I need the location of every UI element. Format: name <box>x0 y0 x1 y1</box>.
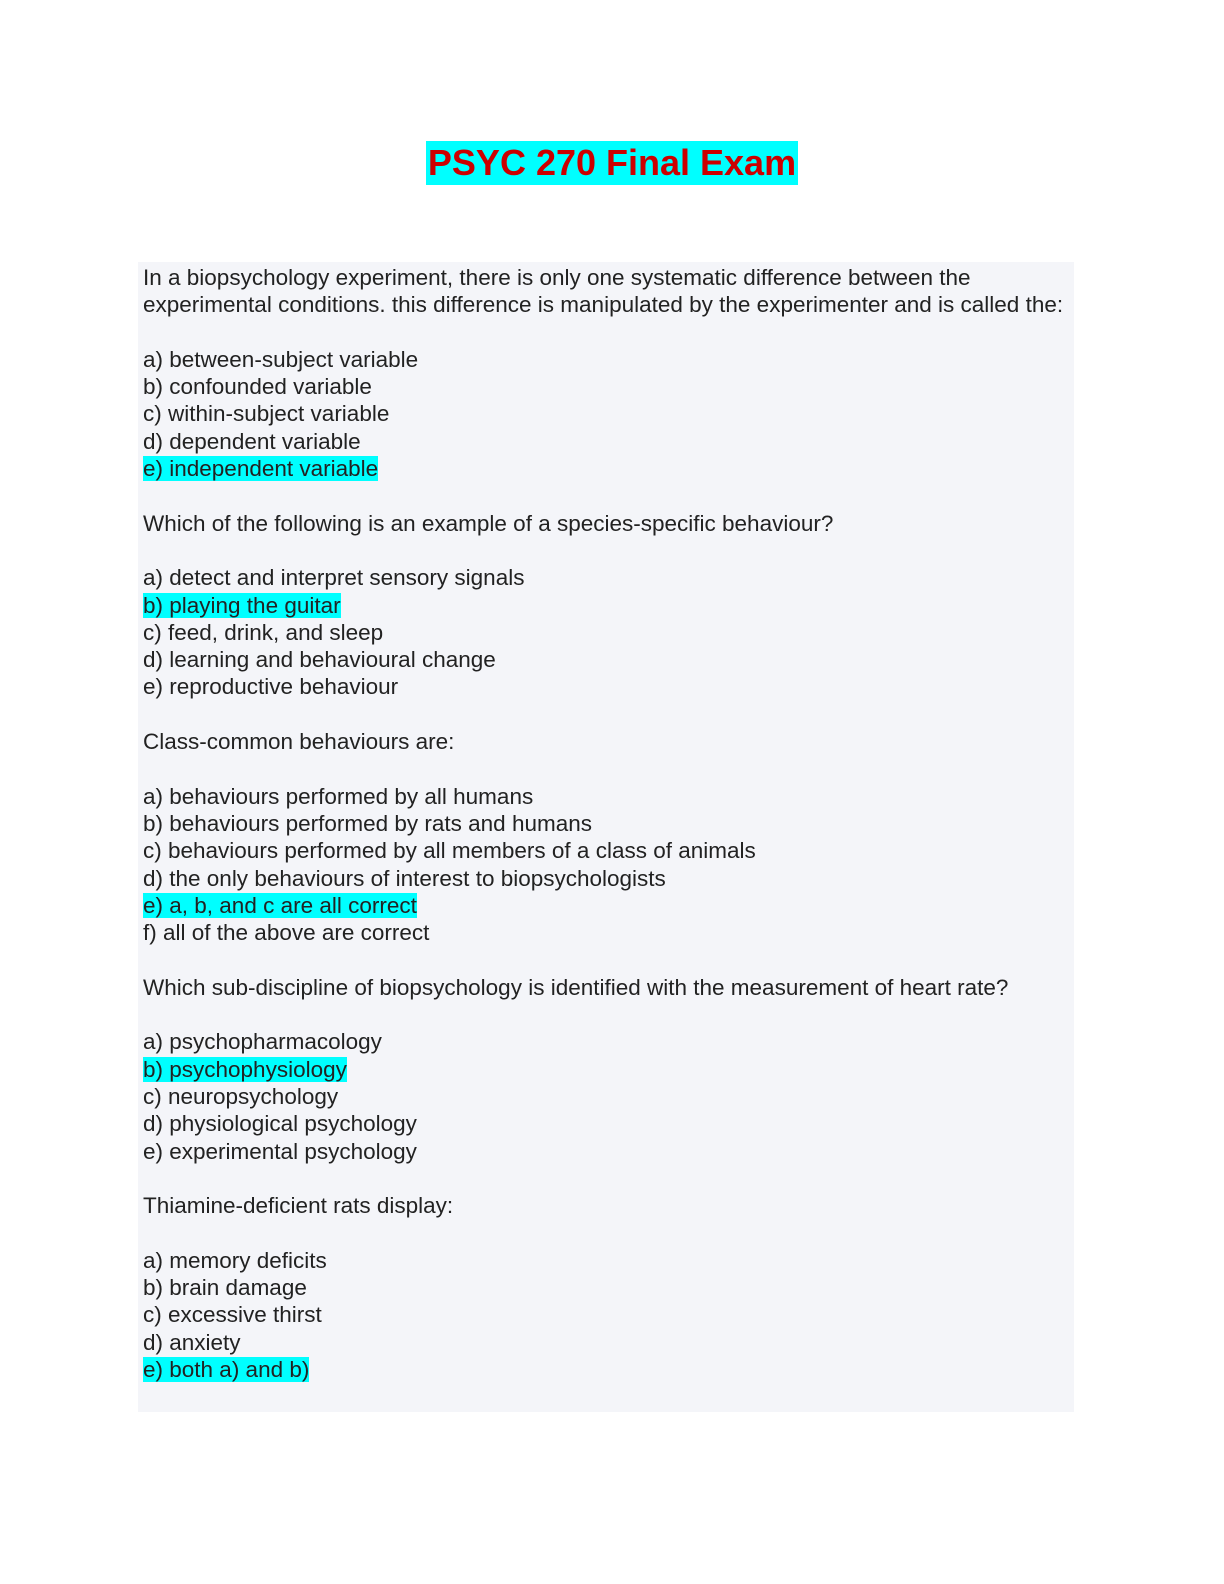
answer-option-label: a) memory deficits <box>143 1247 327 1273</box>
answer-option-highlighted <box>143 1056 1071 1083</box>
answer-option <box>143 1083 1071 1110</box>
answer-option-label: a) psychopharmacology <box>143 1029 382 1055</box>
answer-option <box>143 1110 1071 1137</box>
answer-option <box>143 810 1071 837</box>
answer-option <box>143 783 1071 810</box>
question-text: Class-common behaviours are: <box>143 729 455 755</box>
answer-option-label: d) learning and behavioural change <box>143 647 496 673</box>
answer-option-label: c) excessive thirst <box>143 1302 322 1328</box>
answer-option-label: b) playing the guitar <box>143 592 341 618</box>
answer-option-highlighted <box>143 455 1071 482</box>
answer-option <box>143 564 1071 591</box>
answer-option-label: a) behaviours performed by all humans <box>143 783 534 809</box>
answer-option-label: d) the only behaviours of interest to biopsychologists <box>143 865 666 891</box>
answer-option <box>143 619 1071 646</box>
answer-option-label: d) physiological psychology <box>143 1111 417 1137</box>
question-text: Which of the following is an example of a species-specific behaviour? <box>143 510 834 536</box>
answer-option-label: b) psychophysiology <box>143 1056 347 1082</box>
answer-option <box>143 400 1071 427</box>
answer-option-label: c) behaviours performed by all members of a class of animals <box>143 838 756 864</box>
answer-options <box>143 346 1071 482</box>
answer-option-highlighted <box>143 592 1071 619</box>
answer-option <box>143 373 1071 400</box>
answer-option-label: b) brain damage <box>143 1274 307 1300</box>
answer-option <box>143 1274 1071 1301</box>
exam-content-block <box>138 262 1074 1412</box>
answer-options <box>143 564 1071 700</box>
question-list <box>143 264 1071 1410</box>
answer-option <box>143 865 1071 892</box>
question-text: Which sub-discipline of biopsychology is identified with the measurement of heart rate? <box>143 974 1009 1000</box>
answer-option-label: a) detect and interpret sensory signals <box>143 565 525 591</box>
answer-option-label: e) independent variable <box>143 456 379 482</box>
answer-option-label: c) feed, drink, and sleep <box>143 619 384 645</box>
answer-option-label: e) both a) and b) <box>143 1356 310 1382</box>
question-2 <box>143 510 1071 701</box>
answer-option-label: b) behaviours performed by rats and humans <box>143 810 592 836</box>
answer-option-label: b) confounded variable <box>143 374 372 400</box>
answer-option-label: c) within-subject variable <box>143 401 390 427</box>
answer-option <box>143 1247 1071 1274</box>
answer-options <box>143 783 1071 947</box>
answer-option <box>143 837 1071 864</box>
question-5 <box>143 1192 1071 1383</box>
answer-option-highlighted <box>143 1356 1071 1383</box>
answer-options <box>143 1247 1071 1383</box>
answer-option <box>143 346 1071 373</box>
page-title: PSYC 270 Final Exam <box>427 142 797 183</box>
answer-option <box>143 1301 1071 1328</box>
answer-option-label: e) experimental psychology <box>143 1138 417 1164</box>
answer-option <box>143 1138 1071 1165</box>
answer-option <box>143 428 1071 455</box>
question-1 <box>143 264 1071 482</box>
question-text: In a biopsychology experiment, there is only one systematic difference between the experimental conditions. this difference is manipulated by the experimenter and is called the: <box>143 265 1064 318</box>
answer-option-label: f) all of the above are correct <box>143 920 430 946</box>
answer-option-highlighted <box>143 892 1071 919</box>
answer-option <box>143 1028 1071 1055</box>
answer-option-label: d) dependent variable <box>143 428 361 454</box>
answer-option-label: e) a, b, and c are all correct <box>143 892 417 918</box>
answer-option-label: c) neuropsychology <box>143 1083 339 1109</box>
question-4 <box>143 974 1071 1165</box>
answer-option <box>143 1329 1071 1356</box>
answer-option-label: d) anxiety <box>143 1329 241 1355</box>
question-text: Thiamine-deficient rats display: <box>143 1193 454 1219</box>
answer-option-label: e) reproductive behaviour <box>143 674 399 700</box>
answer-option <box>143 646 1071 673</box>
question-3 <box>143 728 1071 946</box>
answer-option <box>143 919 1071 946</box>
answer-option <box>143 673 1071 700</box>
answer-options <box>143 1028 1071 1164</box>
page-title-wrapper <box>0 141 1224 185</box>
answer-option-label: a) between-subject variable <box>143 346 419 372</box>
